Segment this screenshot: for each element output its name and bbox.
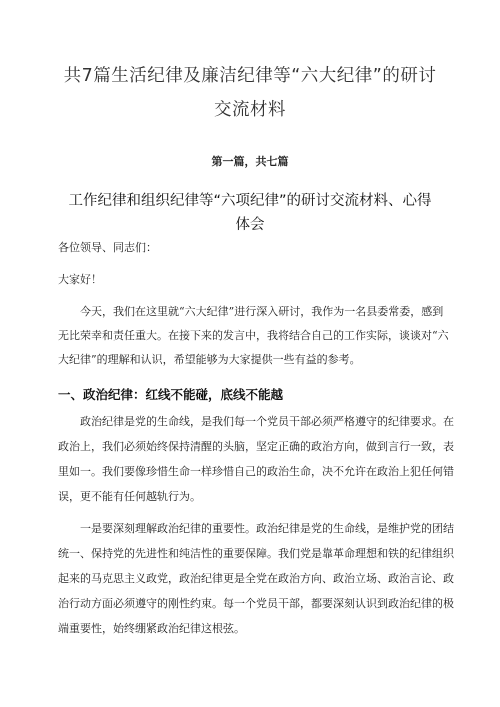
greeting: 大家好！ bbox=[58, 273, 102, 286]
intro-line-3: 大纪律”的理解和认识，希望能够为大家提供一些有益的参考。 bbox=[58, 353, 361, 366]
para1-line-3: 里如一。我们要像珍惜生命一样珍惜自己的政治生命，决不允许在政治上犯任何错 bbox=[58, 465, 454, 478]
document-title-line-1: 共7篇生活纪律及廉洁纪律等“六大纪律”的研讨 bbox=[63, 66, 437, 86]
para1-line-4: 误，更不能有任何越轨行为。 bbox=[58, 490, 201, 503]
article-heading-line-2: 体会 bbox=[235, 217, 265, 233]
para2-line-5: 端重要性，始终绷紧政治纪律这根弦。 bbox=[58, 622, 245, 635]
section-heading: 一、政治纪律：红线不能碰，底线不能越 bbox=[58, 387, 284, 402]
chapter-label: 第一篇，共七篇 bbox=[211, 155, 289, 168]
intro-line-2: 无比荣幸和责任重大。在接下来的发言中，我将结合自己的工作实际，谈谈对“六 bbox=[58, 329, 449, 342]
para1-line-1: 政治纪律是党的生命线，是我们每一个党员干部必须严格遵守的纪律要求。在 bbox=[80, 415, 454, 428]
para1-line-2: 政治上，我们必须始终保持清醒的头脑，坚定正确的政治方向，做到言行一致，表 bbox=[58, 440, 454, 453]
document-title-line-2: 交流材料 bbox=[214, 100, 286, 120]
article-heading-line-1: 工作纪律和组织纪律等“六项纪律”的研讨交流材料、心得 bbox=[68, 193, 432, 209]
intro-line-1: 今天，我们在这里就“六大纪律”进行深入研讨，我作为一名县委常委，感到 bbox=[80, 305, 444, 318]
para2-line-3: 起来的马克思主义政党，政治纪律更是全党在政治方向、政治立场、政治言论、政 bbox=[58, 572, 454, 585]
para2-line-4: 治行动方面必须遵守的刚性约束。每一个党员干部，都要深刻认识到政治纪律的极 bbox=[58, 597, 454, 610]
para2-line-1: 一是要深刻理解政治纪律的重要性。政治纪律是党的生命线，是维护党的团结 bbox=[80, 522, 454, 535]
para2-line-2: 统一、保持党的先进性和纯洁性的重要保障。我们党是靠革命理想和铁的纪律组织 bbox=[58, 547, 454, 560]
salutation: 各位领导、同志们： bbox=[58, 241, 157, 254]
